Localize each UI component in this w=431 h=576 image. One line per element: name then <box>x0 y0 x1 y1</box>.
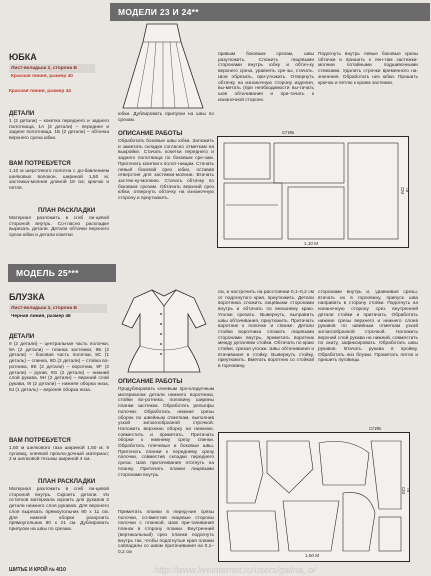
model2-line1: Черная линия, размер 46 <box>11 314 71 319</box>
model1-layout-title: ПЛАН РАСКЛАДКИ <box>38 207 96 214</box>
model2-work-title: ОПИСАНИЕ РАБОТЫ <box>118 378 183 385</box>
model1-work-title: ОПИСАНИЕ РАБОТЫ <box>118 130 183 137</box>
model2-col4-text: сторонами внутрь и, уравнивая срезы, втачать их в горловину, припуск шва направить в сторону стойки. Подогнуть на изнаночную сторону срез внутренней детали стойки и притачать. Обработать нижние срезы верхнего и нижнего слоев рукавов по швейным отметкам узкой зигзагообразной строчкой. Наложить верхний слой рукава на нижний, совместить по окату, зафиксировать. Обработать швы рукавов. Втачать рукава в пройму. Обработать низ блузки. Прометать петли и пришить пуговицы. <box>318 290 418 364</box>
model1-materials-text: 1,10 м шерстяного полотна с до-бавлением шелковых волокон, шириной 1,50 м; застежка-молния длиной 18 см; крючок и петля. <box>9 169 109 192</box>
model2-col2b-text: Приметать планки в перед-ние срезы полочки, со-вместив лицевые стороны полочки с планкой. Шов при-тачивания планок в сторону планки. Внутренний (вертикальный) срез планки подогнуть внутрь так, чтобы подогнутые края планки совпадали со швом притачивания на 0,1–0,2 см <box>118 510 214 555</box>
model1-title: ЮБКА <box>9 52 37 62</box>
model2-title: БЛУЗКА <box>9 292 45 302</box>
skirt-layout-diagram <box>217 130 410 248</box>
model2-header: МОДЕЛЬ 25*** <box>16 268 79 278</box>
blouse-height-label: 75 СМ <box>401 487 411 495</box>
model2-work-text: Продублировать клеевым про-кладочным материалом детали нижнего воротника, стойки во-ротника, половину ширины планки застежки. Обработать рельефы полочки. Обработать нижние срезы оборок по швейным отметкам, выполнив узкой зигзагообразной строчкой. Наложить верхнюю оборку на нижнюю, совместить и приметать. Притачать оборки к нижнему срезу спинки. Обработать плечевые и боковые швы. Притачать планки к переднему срезу полочки, совместив складки переднего среза. Шов притачивания отогнуть на планку. Притачать планки лицевыми сторонами внутрь. <box>118 387 214 478</box>
model1-work-text: Обработать боковые швы юбки. Заложить и заметать складки согласно отметкам на выкройке. Стачать кокетки переднего и заднего полотнища по боковым сре-зам. Притачать кокетки к полот-нищам. Стачать левый боковой срез юбки, оставив отверстие для застежки-молнии. Втачать застеж-ку-молнию. Стачать обтачку по боковым срезам. Обтачать верхний срез юбки, отвернуть обтачку на изнаночную сторону и приутюжить. <box>118 139 215 202</box>
model1-sheet: Лист-вкладыш 2, сторона Б <box>11 66 77 71</box>
model1-col3-text: правым боковым срезам, швы разутюжить. Сложить лицевыми сторонами внутрь юбку и обтач-ку верхнего среза, уравнять сре-зы, стачать. Шов обрезать, при-утюжить. Отвернуть обтачку на изнаночную сторону изделия, вы-метать (при необходимости вы-тачать шов обтачивания и при-тачать к изнаночной стороне. <box>218 52 314 103</box>
model1-details-text: 1 (2 детали) – кокетка переднего и заднего полотнища, 1А (2 детали) – переднее и заднее полотнища, 1Б (2 детали) – обтачка верхнего среза юбки. <box>9 119 109 142</box>
model1-fig-caption: юбки. Дублировать припуски на швы по срезам. <box>118 112 214 123</box>
skirt-height-label: 75 СМ <box>400 187 410 195</box>
model1-materials-title: ВАМ ПОТРЕБУЕТСЯ <box>9 160 71 167</box>
model1-layout-text: Материал разложить в сгиб ли-цевой стороной внутрь. Со-гласно раскладке вырезать детали. Детали обтачки верхнего среза юбки и детали кокетки <box>9 216 109 239</box>
model1-line2: Красная линия, размер 44 <box>9 89 71 94</box>
model1-line1: Красная линия, размер 40 <box>11 74 73 79</box>
skirt-width-label: 1,10 М <box>304 241 319 246</box>
model2-header-bar <box>8 264 116 282</box>
skirt-illustration <box>115 20 210 112</box>
model1-header-bar <box>110 3 430 21</box>
watermark-url: http://www.liveinternet.ru/users/galina_o/ <box>154 565 316 575</box>
model2-materials-title: ВАМ ПОТРЕБУЕТСЯ <box>9 437 71 444</box>
skirt-fold-label: СГИБ <box>282 130 295 135</box>
blouse-width-label: 1,50 М <box>305 553 320 558</box>
blouse-illustration <box>118 284 210 378</box>
model2-sheet: Лист-вкладыш 3, сторона Б <box>11 306 77 311</box>
model1-header: МОДЕЛИ 23 И 24** <box>118 7 199 17</box>
model2-materials-text: 1,50 м шелкового газа шириной 1,50 м; 9 пуговиц; клеевой прокла-дочный материал; 2 м шелковой тесьмы шириной 4 см. <box>9 446 109 463</box>
model2-details-text: 9 (2 детали) – центральная часть полочки, 9А (2 детали) – планка застежки, 9Б (2 детали) – боковая часть полочки, 9С (1 деталь) – спинка, 9D (2 детали) – стойка во-ротника, 9E (2 детали) – воротник, 9F (2 детали) – рукав, 9G (2 детали) – нижний слой рукава, 9H (2 детали) – верхний слой рукава, 9I (2 детали) – нижняя оборка низа, 9J (1 деталь) – верхняя оборка низа. <box>9 342 109 393</box>
page-footer: ШИТЬЕ И КРОЙ № 4/10 <box>9 567 66 573</box>
model1-col4-text: Подогнуть внутрь левые боковые срезы обтачки и пришить к лен-там застежки-молнии потайными подшивочными стежками. Удалить строчки временного на-значения. Обработать низ юбки. Пришить крючок и петлю к краям застежки. <box>318 52 418 86</box>
model2-col3-text: см, и настрочить на расстоянии 0,1–0,2 см от подогнутого края, приутюжить. Детали воротника сложить лицевыми сторонами внутрь и обтачать по внешнему краю. Уголки срезать. Вывернуть, выправить швы обтачивания, приутюжить. Притачать воротник к полочке и спинке. Детали стойки воротника сложить лицевыми сторонами внутрь, приметать воротник между деталями стойки. Обтачать по краю стойки, срезая уголки. Швы обтачивания и втачивания в стойку. Вывернуть стойку, приутюжить. Вметать воротник со стойкой в горловину. <box>218 290 314 370</box>
model2-details-title: ДЕТАЛИ <box>9 333 35 340</box>
model2-layout-title: ПЛАН РАСКЛАДКИ <box>38 478 96 485</box>
blouse-layout-diagram <box>218 426 411 562</box>
model2-layout-text: Материал разложить в сгиб ли-цевой стороной внутрь. Скроить детали. Из остатков материала скроить для рукавов 2 детали нижнего слоя рукавов. Для верхнего слоя вырезать прямоугольник 90 х 11 см. Для нижней оборки раскроить прямоугольник 90 х 21 см. Дублировать припуски на швы по срезам. <box>9 487 109 532</box>
model1-details-title: ДЕТАЛИ <box>9 110 35 117</box>
blouse-fold-label: СГИБ <box>369 426 382 431</box>
